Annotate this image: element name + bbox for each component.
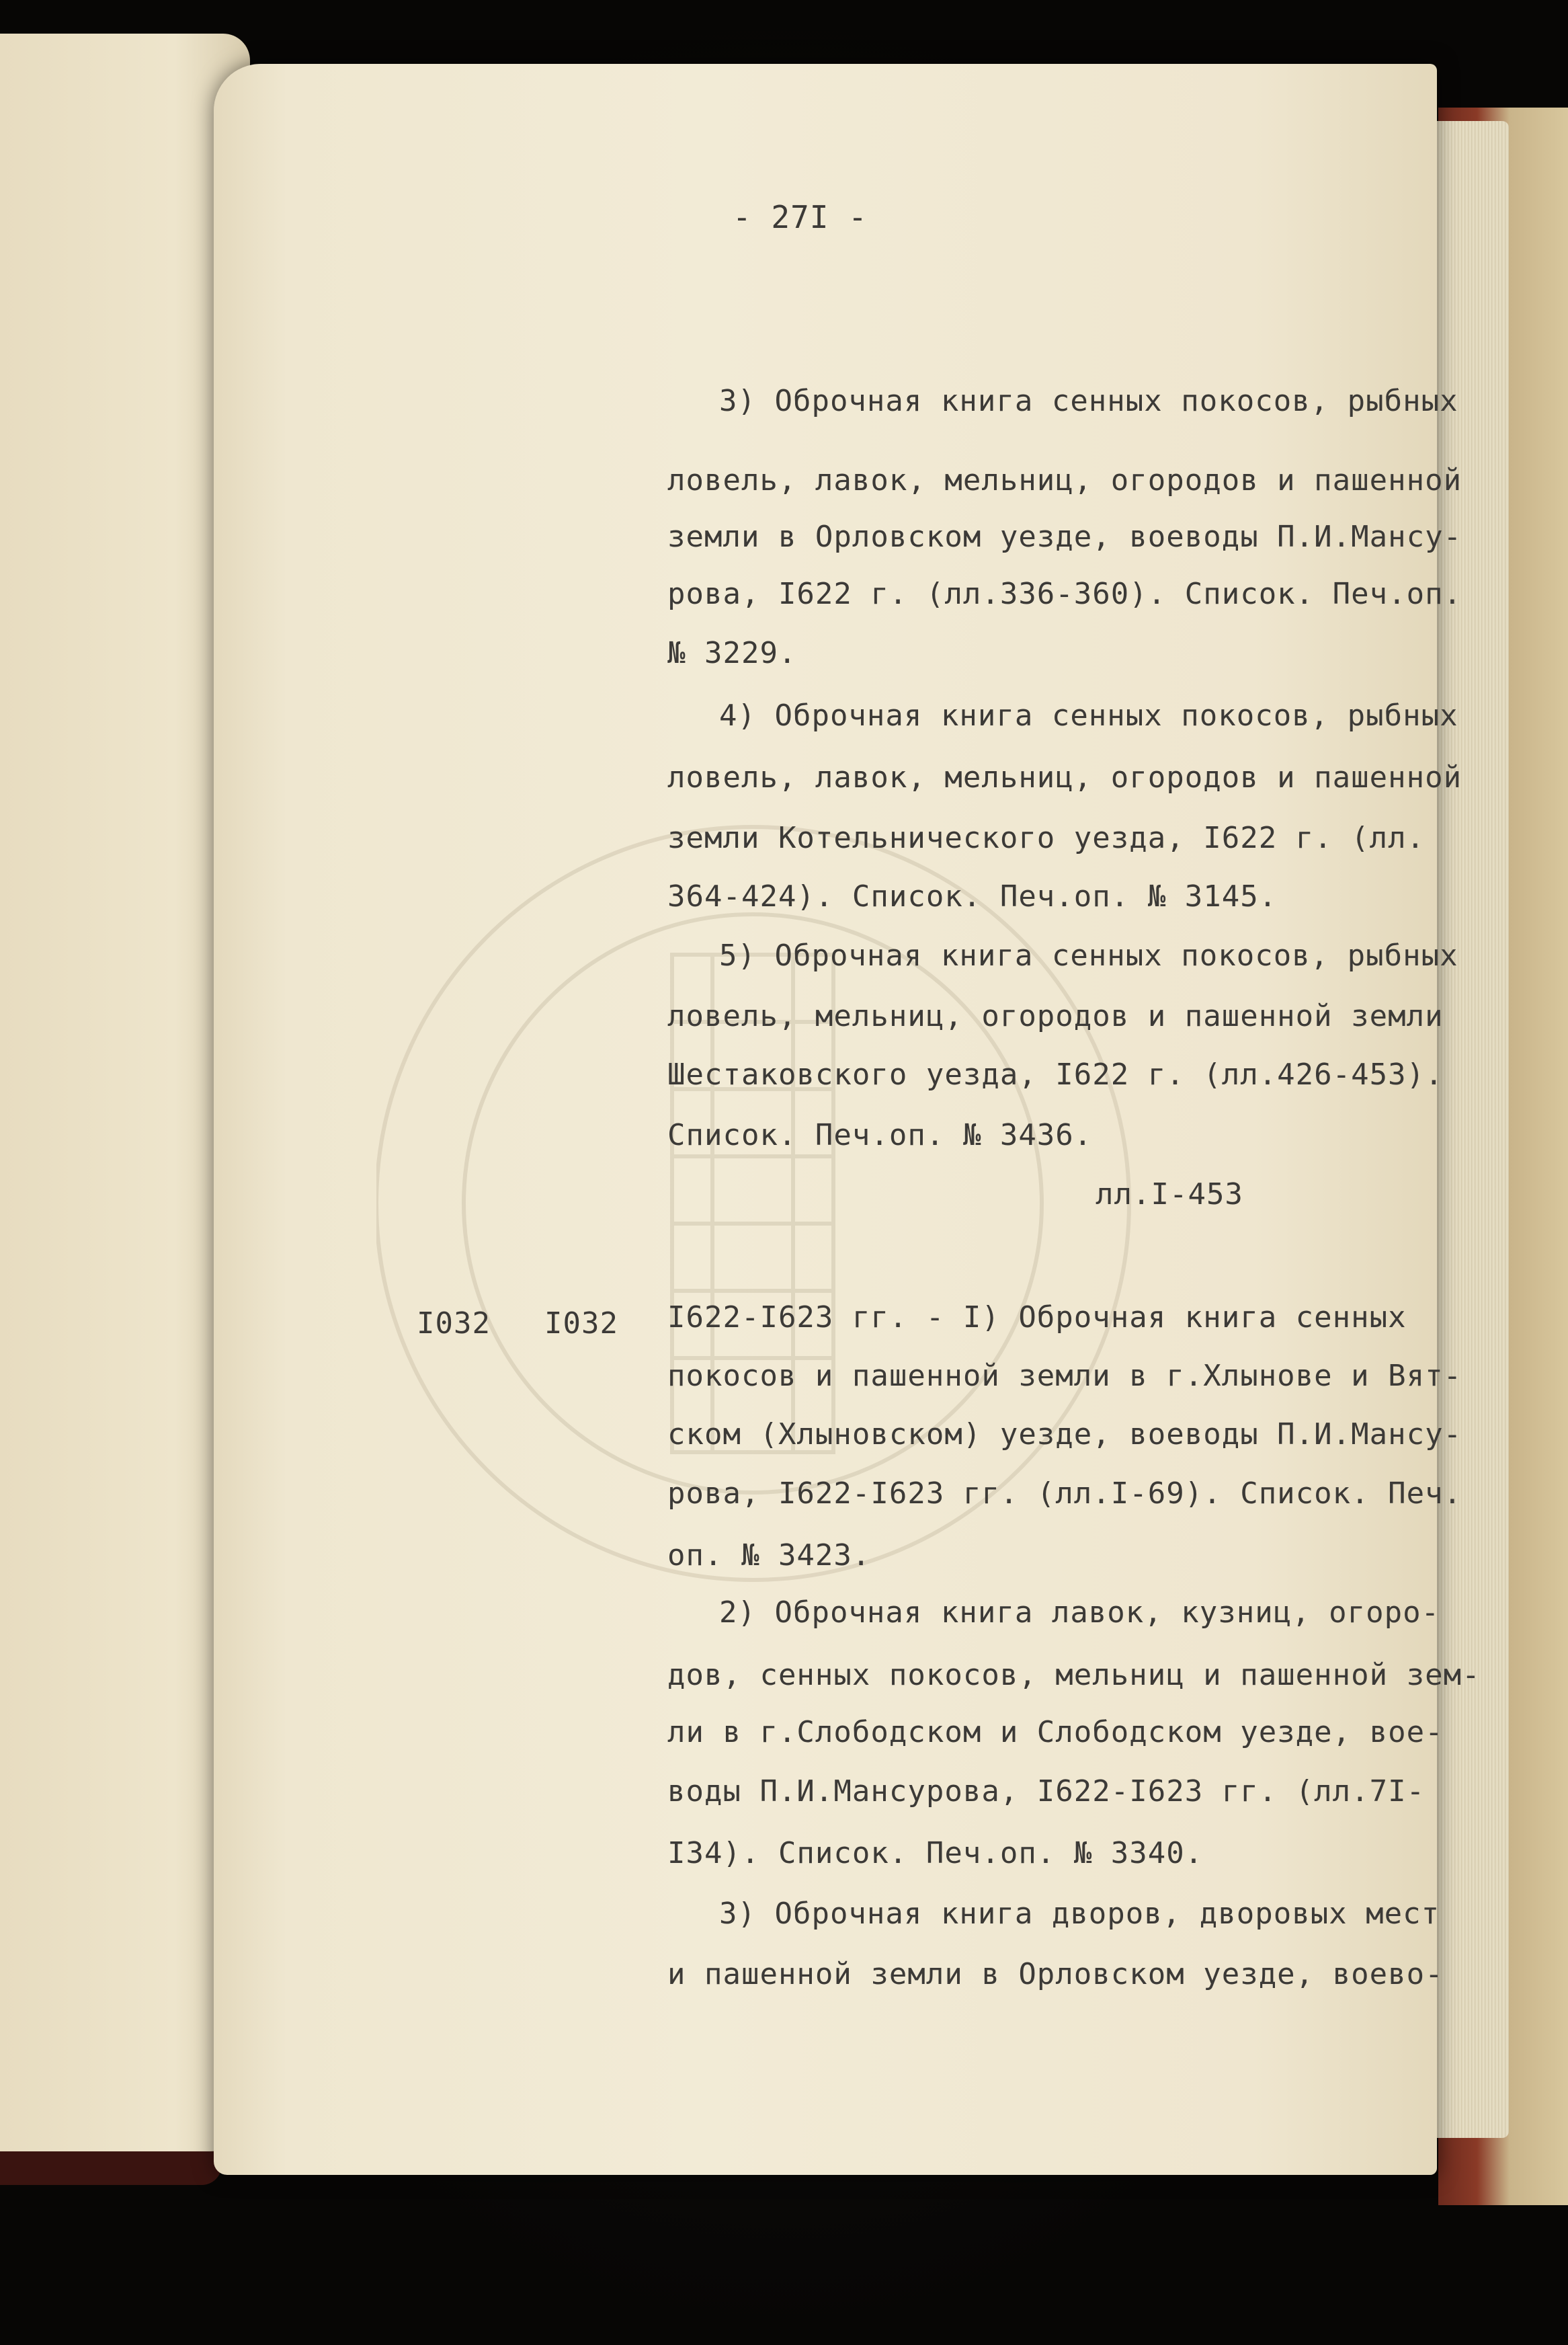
old-unit-number: I032	[544, 1306, 618, 1341]
text-line: земли Котельнического уезда, I622 г. (лл.	[667, 821, 1426, 855]
text-line: I34). Список. Печ.оп. № 3340.	[667, 1836, 1204, 1870]
left-page	[0, 34, 250, 2151]
folio-range: лл.I-453	[1096, 1177, 1243, 1211]
text-line: ском (Хлыновском) уезде, воеводы П.И.Мансу-	[667, 1417, 1462, 1452]
text-line: ловель, мельниц, огородов и пашенной земли	[667, 999, 1444, 1033]
text-line: и пашенной земли в Орловском уезде, воево-	[667, 1957, 1444, 1991]
text-line: ли в г.Слободском и Слободском уезде, вое-	[667, 1715, 1444, 1749]
text-line: земли в Орловском уезде, воеводы П.И.Мансу-	[667, 520, 1462, 554]
text-line: I622-I623 гг. - I) Оброчная книга сенных	[667, 1300, 1407, 1335]
text-line: ловель, лавок, мельниц, огородов и пашенной	[667, 760, 1462, 795]
text-line: 4) Оброчная книга сенных покосов, рыбных	[719, 699, 1458, 733]
text-line: ловель, лавок, мельниц, огородов и пашенной	[667, 463, 1462, 498]
text-line: 5) Оброчная книга сенных покосов, рыбных	[719, 939, 1458, 973]
text-line: № 3229.	[667, 636, 797, 670]
page-number: - 27I -	[733, 199, 868, 235]
text-line: рова, I622-I623 гг. (лл.I-69). Список. Печ.	[667, 1476, 1462, 1511]
text-line: дов, сенных покосов, мельниц и пашенной зем-	[667, 1658, 1481, 1692]
text-line: воды П.И.Мансурова, I622-I623 гг. (лл.7I-	[667, 1774, 1426, 1809]
text-line: Список. Печ.оп. № 3436.	[667, 1118, 1093, 1152]
text-line: 3) Оброчная книга сенных покосов, рыбных	[719, 384, 1458, 418]
storage-unit-number: I032	[417, 1306, 491, 1341]
text-line: покосов и пашенной земли в г.Хлынове и Вят-	[667, 1359, 1462, 1393]
text-line: 364-424). Список. Печ.оп. № 3145.	[667, 879, 1278, 914]
text-line: 2) Оброчная книга лавок, кузниц, огоро-	[719, 1595, 1440, 1630]
text-line: Шестаковского уезда, I622 г. (лл.426-453).	[667, 1058, 1444, 1092]
text-line: рова, I622 г. (лл.336-360). Список. Печ.оп.	[667, 577, 1462, 611]
text-line: 3) Оброчная книга дворов, дворовых мест	[719, 1897, 1440, 1931]
text-line: оп. № 3423.	[667, 1538, 871, 1573]
